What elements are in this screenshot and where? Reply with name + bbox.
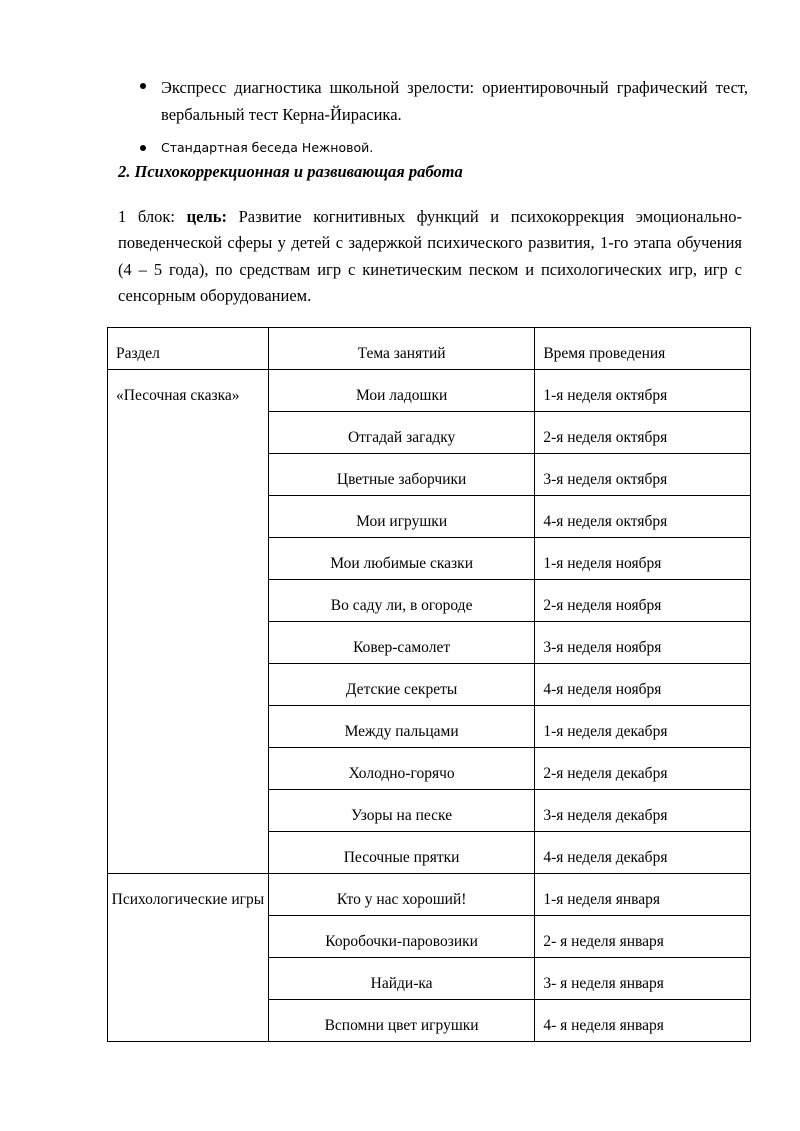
time-cell: 4-я неделя ноября — [535, 664, 751, 706]
time-cell: 1-я неделя октября — [535, 370, 751, 412]
bullet-item — [118, 74, 748, 128]
topic-cell: Найди-ка — [268, 958, 534, 1000]
topic-cell: Мои игрушки — [268, 496, 534, 538]
bullet-text: Стандартная беседа Нежновой. — [161, 140, 374, 155]
topic-cell: Узоры на песке — [268, 790, 534, 832]
schedule-table — [107, 327, 751, 1042]
topic-cell: Песочные прятки — [268, 832, 534, 874]
section-heading: 2. Психокоррекционная и развивающая работа — [118, 162, 463, 181]
table-row — [108, 370, 751, 412]
topic-cell: Мои любимые сказки — [268, 538, 534, 580]
time-cell: 4-я неделя октября — [535, 496, 751, 538]
section-cell: «Песочная сказка» — [108, 370, 269, 874]
time-cell: 4- я неделя января — [535, 1000, 751, 1042]
header-section: Раздел — [108, 328, 269, 370]
time-cell: 1-я неделя декабря — [535, 706, 751, 748]
topic-cell: Между пальцами — [268, 706, 534, 748]
header-time: Время проведения — [535, 328, 751, 370]
topic-cell: Отгадай загадку — [268, 412, 534, 454]
topic-cell: Детские секреты — [268, 664, 534, 706]
bullet-icon — [140, 145, 146, 151]
topic-cell: Мои ладошки — [268, 370, 534, 412]
bullet-list — [118, 74, 748, 158]
time-cell: 1-я неделя января — [535, 874, 751, 916]
time-cell: 2-я неделя октября — [535, 412, 751, 454]
time-cell: 3-я неделя декабря — [535, 790, 751, 832]
time-cell: 2- я неделя января — [535, 916, 751, 958]
intro-prefix: 1 блок: — [118, 207, 187, 226]
topic-cell: Во саду ли, в огороде — [268, 580, 534, 622]
bullet-item — [118, 138, 748, 158]
time-cell: 3- я неделя января — [535, 958, 751, 1000]
topic-cell: Коробочки-паровозики — [268, 916, 534, 958]
topic-cell: Ковер-самолет — [268, 622, 534, 664]
table-header-row — [108, 328, 751, 370]
intro-goal-label: цель: — [186, 207, 227, 226]
section-cell: Психологические игры — [108, 874, 269, 1042]
topic-cell: Кто у нас хороший! — [268, 874, 534, 916]
bullet-icon — [140, 83, 146, 89]
topic-cell: Цветные заборчики — [268, 454, 534, 496]
intro-paragraph — [118, 204, 742, 309]
time-cell: 2-я неделя декабря — [535, 748, 751, 790]
bullet-text: Экспресс диагностика школьной зрелости: ориентировочный графический тест, вербальный тест Керна-Йирасика. — [161, 78, 748, 124]
time-cell: 3-я неделя октября — [535, 454, 751, 496]
time-cell: 2-я неделя ноября — [535, 580, 751, 622]
time-cell: 3-я неделя ноября — [535, 622, 751, 664]
header-topic: Тема занятий — [268, 328, 534, 370]
time-cell: 4-я неделя декабря — [535, 832, 751, 874]
topic-cell: Холодно-горячо — [268, 748, 534, 790]
time-cell: 1-я неделя ноября — [535, 538, 751, 580]
topic-cell: Вспомни цвет игрушки — [268, 1000, 534, 1042]
intro-text: Развитие когнитивных функций и психокоррекция эмоционально-поведенческой сферы у детей с задержкой психического развития, 1-го этапа обучения (4 – 5 года), по средствам игр с кинетическим песком и психологических игр, игр с сенсорным оборудованием. — [118, 207, 742, 305]
table-row — [108, 874, 751, 916]
